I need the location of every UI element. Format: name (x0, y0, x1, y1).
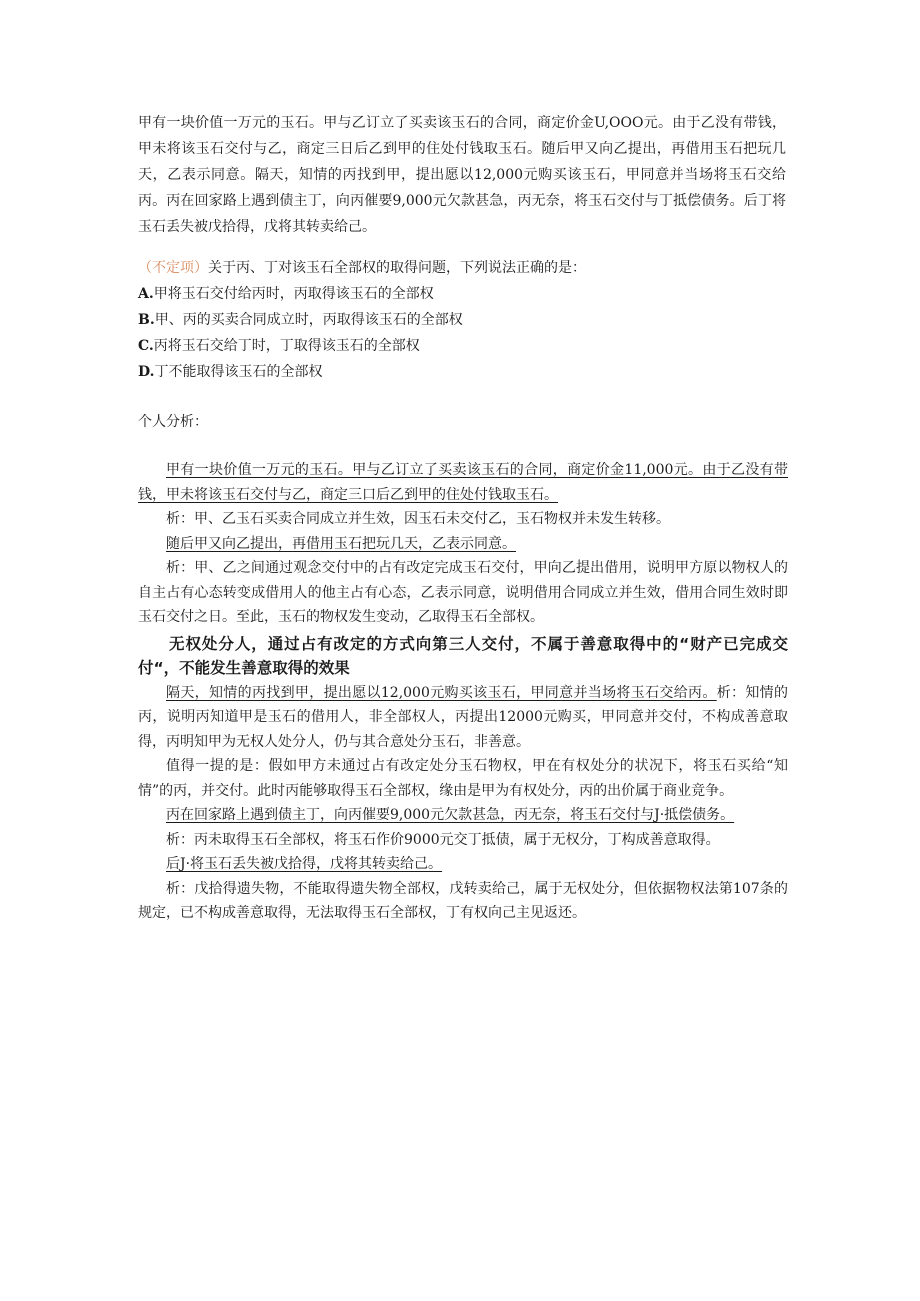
analysis-remark: 值得一提的是：假如甲方未通过占有改定处分玉石物权，甲在有权处分的状况下，将玉石买给“知情”的丙，并交付。此时丙能够取得玉石全部权，缘由是甲为有权处分，丙的出价属于商业竞争。 (138, 758, 788, 799)
option-d (138, 359, 786, 385)
option-letter: D. (138, 364, 155, 380)
option-b (138, 307, 786, 333)
option-letter: A. (138, 286, 154, 302)
case-intro: 甲有一块价值一万元的玉石。甲与乙订立了买卖该玉石的合同，商定价金U,OOO元。由于乙没有带钱，甲未将该玉石交付与乙，商定三日后乙到甲的住处付钱取玉石。随后甲又向乙提出，再借用玉石把玩几天，乙表示同意。隔天，知情的丙找到甲，提出愿以12,000元购买该玉石，甲同意并当场将玉石交给丙。丙在回家路上遇到债主丁，向丙催要9,000元欠款甚急，丙无奈，将玉石交付与丁抵偿债务。后丁将玉石丢失被戊拾得，戊将其转卖给己。 (138, 115, 786, 235)
quoted-passage-4: 丙在回家路上遇到债主丁，向丙催要9,000元欠款甚急，丙无奈，将玉石交付与J·抵偿债务。 (166, 807, 735, 823)
analysis-title: 个人分析： (138, 414, 208, 430)
quoted-passage-3: 隔天，知情的丙找到甲，提出愿以12,000元购买该玉石，甲同意并当场将玉石交给丙。析：知情的丙，说明丙知道甲是玉石的借用人，非全部权人，丙提出12000元购买，甲同意并交付，不构成善意取得，丙明知甲为无权人处分人，仍与其合意处分玉石，非善意。 (138, 684, 789, 750)
option-text: 甲、丙的买卖合同成立时，丙取得该玉石的全部权 (154, 312, 463, 328)
question-stem-line (138, 255, 786, 281)
analysis-note-5: 析：戊拾得遗失物，不能取得遗失物全部权，戊转卖给己，属于无权处分，但依据物权法第107条的规定，已不构成善意取得，无法取得玉石全部权，丁有权向己主见返还。 (138, 880, 788, 921)
analysis-note-1: 析：甲、乙玉石买卖合同成立并生效，因玉石未交付乙，玉石物权并未发生转移。 (166, 511, 670, 527)
question-type-tag: （不定项） (138, 260, 208, 276)
option-text: 丁不能取得该玉石的全部权 (154, 364, 323, 380)
option-text: 丙将玉石交给丁时，丁取得该玉石的全部权 (153, 338, 420, 354)
quoted-passage-1: 甲有一块价值一万元的玉石。甲与乙订立了买卖该玉石的合同，商定价金11,000元。由于乙没有带钱，甲未将该玉石交付与乙，商定三口后乙到甲的住处付钱取玉石。 (138, 462, 788, 503)
option-letter: B. (138, 312, 155, 328)
quoted-passage-5: 后J·将玉石丢失被戊拾得，戊将其转卖给己。 (166, 856, 443, 872)
analysis-note-4: 析：丙未取得玉石全部权，将玉石作价9000元交丁抵债，属于无权分，丁构成善意取得。 (166, 831, 720, 848)
option-letter: C. (138, 338, 154, 354)
option-a (138, 281, 786, 307)
analysis-note-3: 析：知情的丙，说明丙知道甲是玉石的借用人，非全部权人，丙提出12000元购买，甲同意并交付，不构成善意取得，丙明知甲为无权人处分人，仍与其合意处分玉石，非善意。 (138, 684, 789, 750)
quoted-passage-2: 随后甲又向乙提出，再借用玉石把玩几天，乙表示同意。 (166, 535, 516, 552)
question-block (138, 255, 786, 385)
analysis-note-2: 析：甲、乙之间通过观念交付中的占有改定完成玉石交付，甲向乙提出借用，说明甲方原以物权人的自主占有心态转变成借用人的他主占有心态，乙表示同意，说明借用合同成立并生效，借用合同生效时即玉石交付之日。至此，玉石的物权发生变动，乙取得玉石全部权。 (138, 560, 788, 625)
analysis-section (138, 458, 788, 926)
question-stem: 关于丙、丁对该玉石全部权的取得问题，下列说法正确的是： (208, 260, 586, 276)
bold-principle-heading: 无权处分人，通过占有改定的方式向第三人交付，不属于善意取得中的“财产已完成交付“，不能发生善意取得的效果 (138, 634, 788, 677)
option-text: 甲将玉石交付给丙时，丙取得该玉石的全部权 (153, 286, 434, 302)
option-c (138, 333, 786, 359)
